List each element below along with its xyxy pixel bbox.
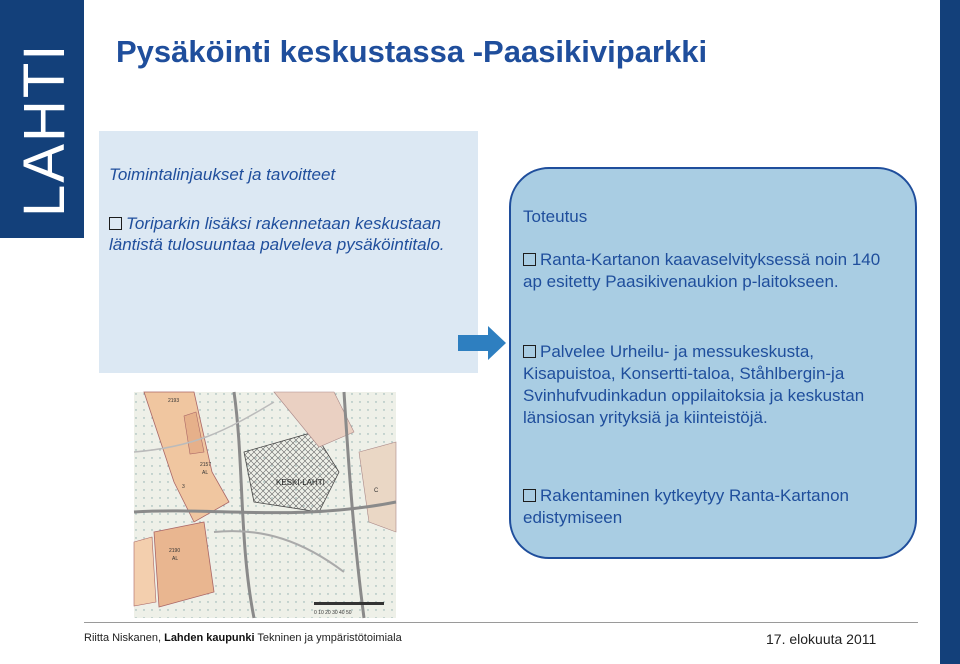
- right-gap: [918, 0, 940, 664]
- map-block-label: C: [374, 488, 379, 494]
- implementation-bullet-text: Palvelee Urheilu- ja messukeskusta, Kisapuistoa, Konsertti-taloa, Ståhlbergin-ja Svinhufvudinkadun oppilaitoksia ja keskustan länsiosan yrityksiä ja kiinteistöjä.: [523, 342, 865, 427]
- map-area-label: KESKI-LAHTI: [276, 478, 325, 487]
- implementation-bullet: [523, 485, 907, 529]
- footer-organization: Lahden kaupunki: [164, 632, 255, 644]
- footer-date: 17. elokuuta 2011: [766, 631, 877, 647]
- map-scale-label: 0 10 20 30 40 50: [314, 610, 352, 616]
- checkbox-bullet-icon: [523, 345, 536, 358]
- footer-department: Tekninen ja ympäristötoimiala: [254, 632, 402, 644]
- map-scale-bar: [314, 602, 384, 605]
- implementation-heading: Toteutus: [523, 207, 588, 226]
- right-arrow-icon: [458, 326, 506, 360]
- footer-credit: [84, 632, 402, 644]
- footer-divider: [84, 622, 918, 623]
- checkbox-bullet-icon: [523, 489, 536, 502]
- map-block-label: 3: [182, 484, 185, 490]
- checkbox-bullet-icon: [523, 253, 536, 266]
- map-block-label: AL: [172, 556, 179, 562]
- map-block: [154, 522, 214, 607]
- city-plan-map: [134, 392, 396, 618]
- implementation-bullet: [523, 249, 903, 293]
- goals-bullet-text: Toriparkin lisäksi rakennetaan keskustaan läntistä tulosuuntaa palveleva pysäköintitalo.: [109, 214, 445, 254]
- right-brand-band: [940, 0, 960, 664]
- map-block-label: AL: [202, 470, 209, 476]
- lahti-logo: [12, 12, 77, 222]
- implementation-bullet: [523, 341, 907, 429]
- checkbox-bullet-icon: [109, 217, 122, 230]
- map-block-label: 2193: [168, 398, 180, 404]
- footer-author: Riitta Niskanen,: [84, 632, 165, 644]
- implementation-bullet-text: Ranta-Kartanon kaavaselvityksessä noin 140 ap esitetty Paasikivenaukion p-laitokseen.: [523, 250, 881, 291]
- implementation-bullet-text: Rakentaminen kytkeytyy Ranta-Kartanon edistymiseen: [523, 486, 849, 527]
- map-block-label: 2157: [200, 462, 212, 468]
- goals-heading: Toimintalinjaukset ja tavoitteet: [109, 165, 336, 184]
- goals-box: [99, 131, 478, 373]
- map-block-label: 2190: [169, 548, 181, 554]
- page-title: Pysäköinti keskustassa -Paasikiviparkki: [116, 34, 708, 69]
- map-block: [134, 537, 156, 606]
- logo-text: LAHTI: [12, 42, 77, 217]
- implementation-box: [509, 167, 917, 559]
- goals-bullet: [109, 213, 449, 255]
